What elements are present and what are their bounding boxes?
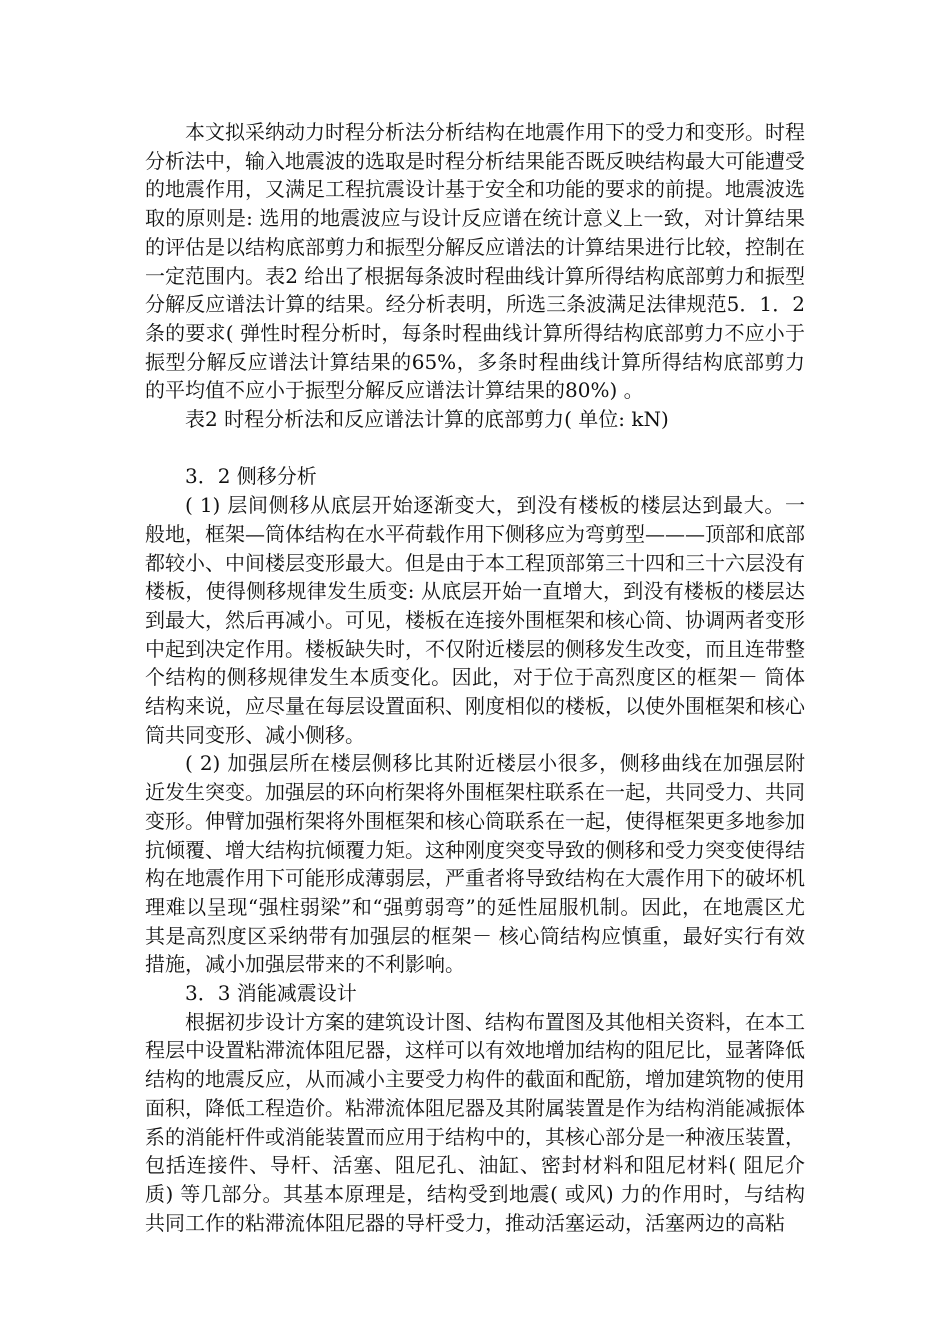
blank-line bbox=[145, 434, 805, 463]
section-heading-energy-dissipation: 3．3 消能减震设计 bbox=[185, 981, 357, 1006]
paragraph-strengthened-story: ( 2) 加强层所在楼层侧移比其附近楼层小很多，侧移曲线在加强层附近发生突变。加强层的环向桁架将外围框架柱联系在一起，共同受力、共同变形。伸臂加强桁架将外围框架和核心筒联系在一起，使得框架更多地参加抗倾覆、增大结构抗倾覆力矩。这种刚度突变导致的侧移和受力突变使得结构在地震作用下可能形成薄弱层，严重者将导致结构在大震作用下的破坏机理难以呈现“强柱弱梁”和“强剪弱弯”的延性屈服机制。因此，在地震区尤其是高烈度区采纳带有加强层的框架－ 核心筒结构应慎重，最好实行有效措施，减小加强层带来的不利影响。 bbox=[145, 751, 805, 977]
paragraph-time-history-method: 本文拟采纳动力时程分析法分析结构在地震作用下的受力和变形。时程分析法中，输入地震波的选取是时程分析结果能否既反映结构最大可能遭受的地震作用，又满足工程抗震设计基于安全和功能的要求的前提。地震波选取的原则是: 选用的地震波应与设计反应谱在统计意义上一致，对计算结果的评估是以结构底部剪力和振型分解反应谱法的计算结果进行比较，控制在一定范围内。表2 给出了根据每条波时程曲线计算所得结构底部剪力和振型分解反应谱法计算的结果。经分析表明，所选三条波满足法律规范5．1．2 条的要求( 弹性时程分析时，每条时程曲线计算所得结构底部剪力不应小于振型分解反应谱法计算结果的65%，多条时程曲线计算所得结构底部剪力的平均值不应小于振型分解反应谱法计算结果的80%) 。 bbox=[145, 120, 805, 403]
document-page bbox=[145, 118, 805, 1237]
table-caption: 表2 时程分析法和反应谱法计算的底部剪力( 单位: kN) bbox=[185, 407, 669, 432]
paragraph-interstory-drift: ( 1) 层间侧移从底层开始逐渐变大，到没有楼板的楼层达到最大。一般地，框架—筒体结构在水平荷载作用下侧移应为弯剪型———顶部和底部都较小、中间楼层变形最大。但是由于本工程顶部第三十四和三十六层没有楼板，使得侧移规律发生质变: 从底层开始一直增大，到没有楼板的楼层达到最大，然后再减小。可见，楼板在连接外围框架和核心筒、协调两者变形中起到决定作用。楼板缺失时，不仅附近楼层的侧移发生改变，而且连带整个结构的侧移规律发生本质变化。因此，对于位于高烈度区的框架－ 筒体结构来说，应尽量在每层设置面积、刚度相似的楼板，以使外围框架和核心筒共同变形、减小侧移。 bbox=[145, 493, 805, 747]
paragraph-viscous-damper: 根据初步设计方案的建筑设计图、结构布置图及其他相关资料，在本工程层中设置粘滞流体阻尼器，这样可以有效地增加结构的阻尼比，显著降低结构的地震反应，从而减小主要受力构件的截面和配筋，增加建筑物的使用面积，降低工程造价。粘滞流体阻尼器及其附属装置是作为结构消能减振体系的消能杆件或消能装置而应用于结构中的，其核心部分是一种液压装置，包括连接件、导杆、活塞、阻尼孔、油缸、密封材料和阻尼材料( 阻尼介质) 等几部分。其基本原理是，结构受到地震( 或风) 力的作用时，与结构共同工作的粘滞流体阻尼器的导杆受力，推动活塞运动，活塞两边的高粘 bbox=[145, 1009, 805, 1235]
section-heading-drift-analysis: 3．2 侧移分析 bbox=[185, 464, 317, 489]
